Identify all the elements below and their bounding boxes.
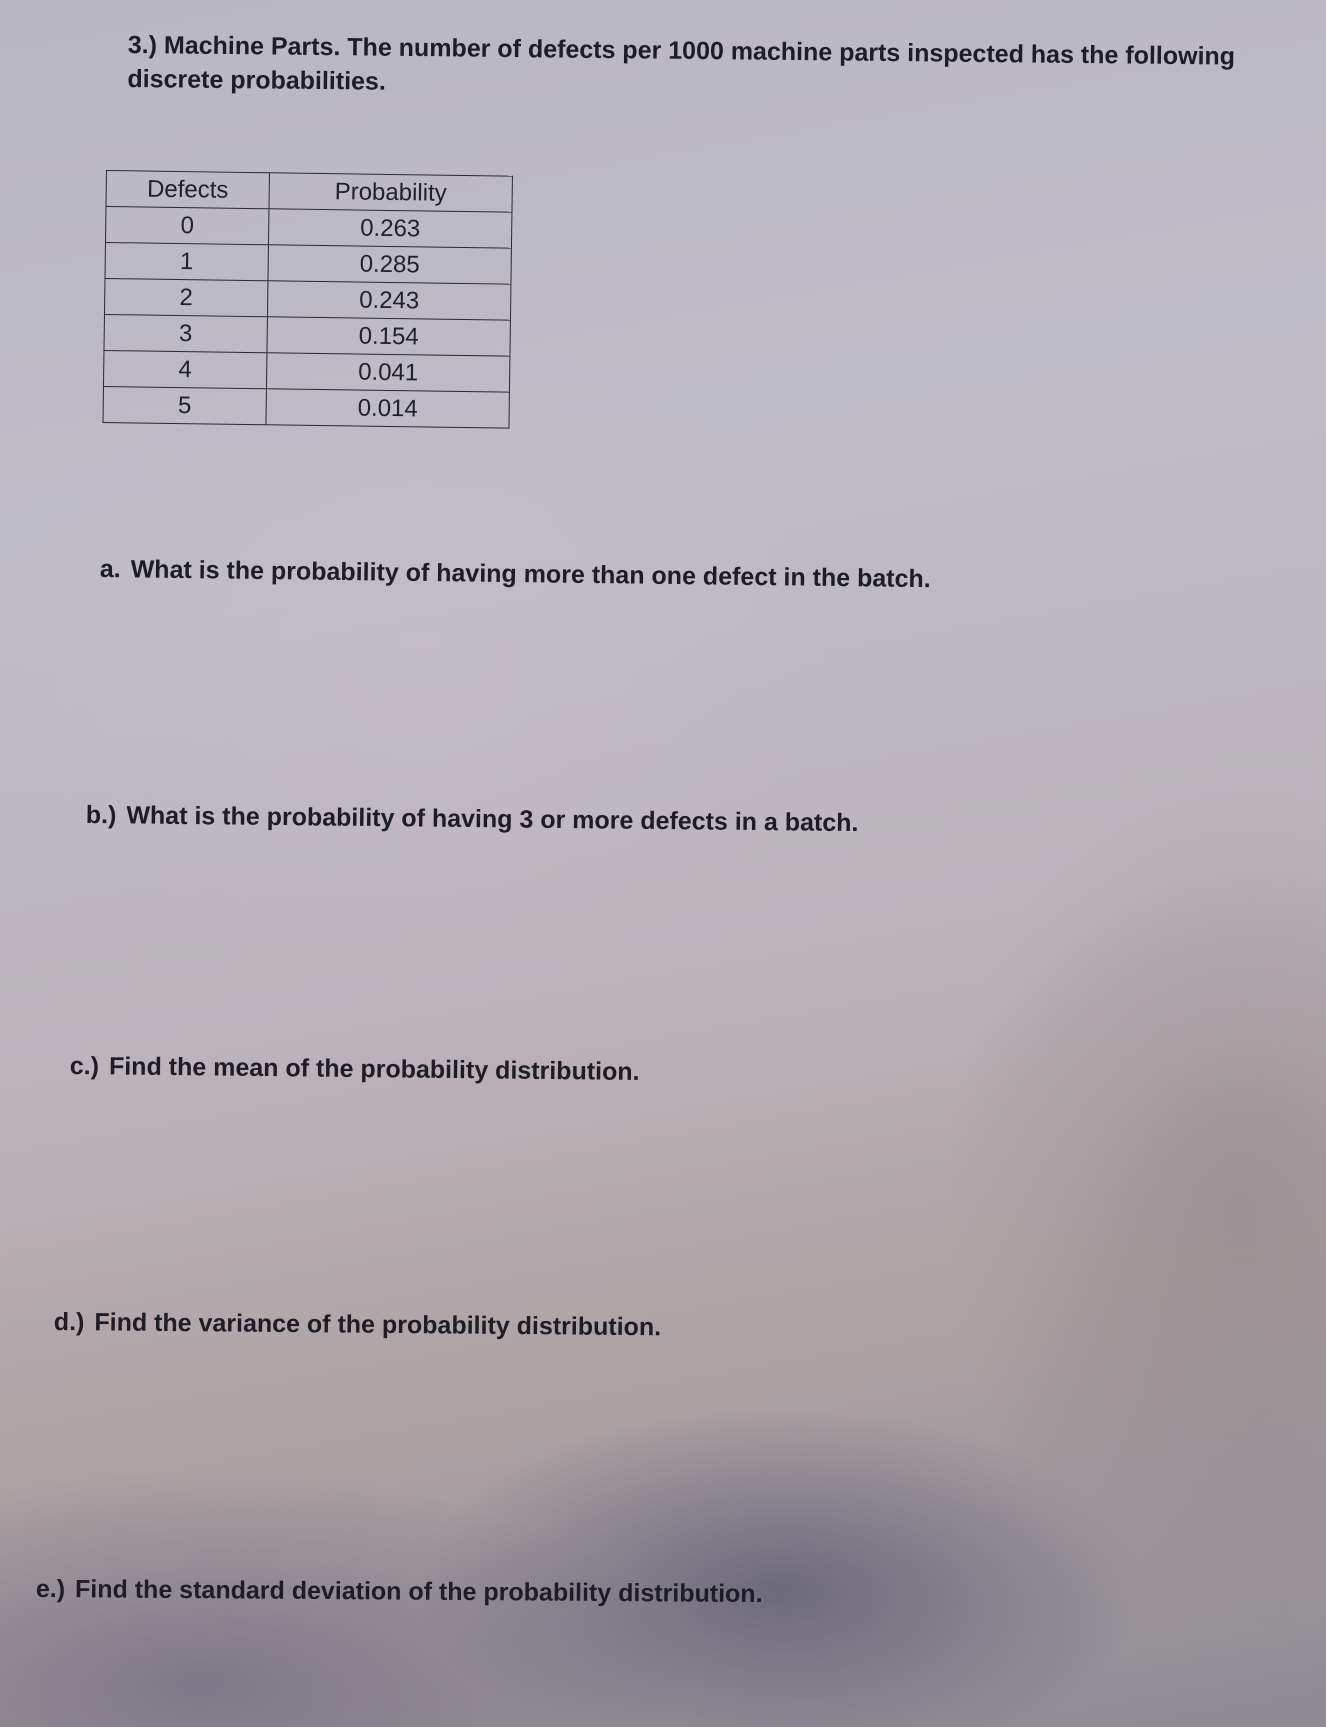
question-d xyxy=(54,1308,661,1342)
question-letter: e.) xyxy=(35,1575,66,1604)
question-e xyxy=(36,1575,763,1609)
question-a xyxy=(100,555,931,594)
defects-cell: 5 xyxy=(103,386,266,424)
question-text: What is the probability of having 3 or more defects in a batch. xyxy=(126,801,859,838)
probability-cell: 0.285 xyxy=(268,245,511,284)
defects-table-container xyxy=(102,170,512,429)
question-text: Find the standard deviation of the probability distribution. xyxy=(74,1575,763,1609)
table-row xyxy=(104,278,510,320)
table-header-row xyxy=(106,171,512,213)
problem-text-line2: discrete probabilities. xyxy=(127,64,387,96)
probability-cell: 0.154 xyxy=(267,317,510,356)
question-letter: a. xyxy=(99,555,121,584)
question-letter: d.) xyxy=(53,1308,85,1337)
defects-cell: 4 xyxy=(103,350,266,388)
question-text: What is the probability of having more than one defect in the batch. xyxy=(130,555,931,594)
probability-cell: 0.014 xyxy=(266,389,509,428)
question-c xyxy=(70,1052,640,1087)
problem-title: Machine Parts. xyxy=(163,31,341,62)
defects-probability-table xyxy=(102,170,512,429)
question-letter: c.) xyxy=(69,1052,100,1081)
question-letter: b.) xyxy=(85,801,117,830)
defects-cell: 0 xyxy=(105,207,268,245)
problem-text-line1: The number of defects per 1000 machine parts inspected has the following xyxy=(347,33,1236,71)
probability-cell: 0.243 xyxy=(267,281,510,320)
table-row xyxy=(105,207,511,249)
defects-cell: 1 xyxy=(105,242,268,280)
problem-number: 3.) xyxy=(127,30,158,60)
defects-cell: 3 xyxy=(104,314,267,352)
table-row xyxy=(103,350,509,392)
question-text: Find the mean of the probability distribution. xyxy=(108,1052,640,1086)
defects-cell: 2 xyxy=(104,278,267,316)
problem-heading xyxy=(127,28,1258,108)
table-row xyxy=(105,242,511,284)
header-defects: Defects xyxy=(106,171,269,209)
question-text: Find the variance of the probability distribution. xyxy=(94,1308,662,1342)
table-row xyxy=(104,314,510,356)
probability-cell: 0.263 xyxy=(268,209,511,248)
question-b xyxy=(86,801,859,838)
header-probability: Probability xyxy=(269,173,512,212)
table-row xyxy=(103,386,509,428)
probability-cell: 0.041 xyxy=(266,353,509,392)
